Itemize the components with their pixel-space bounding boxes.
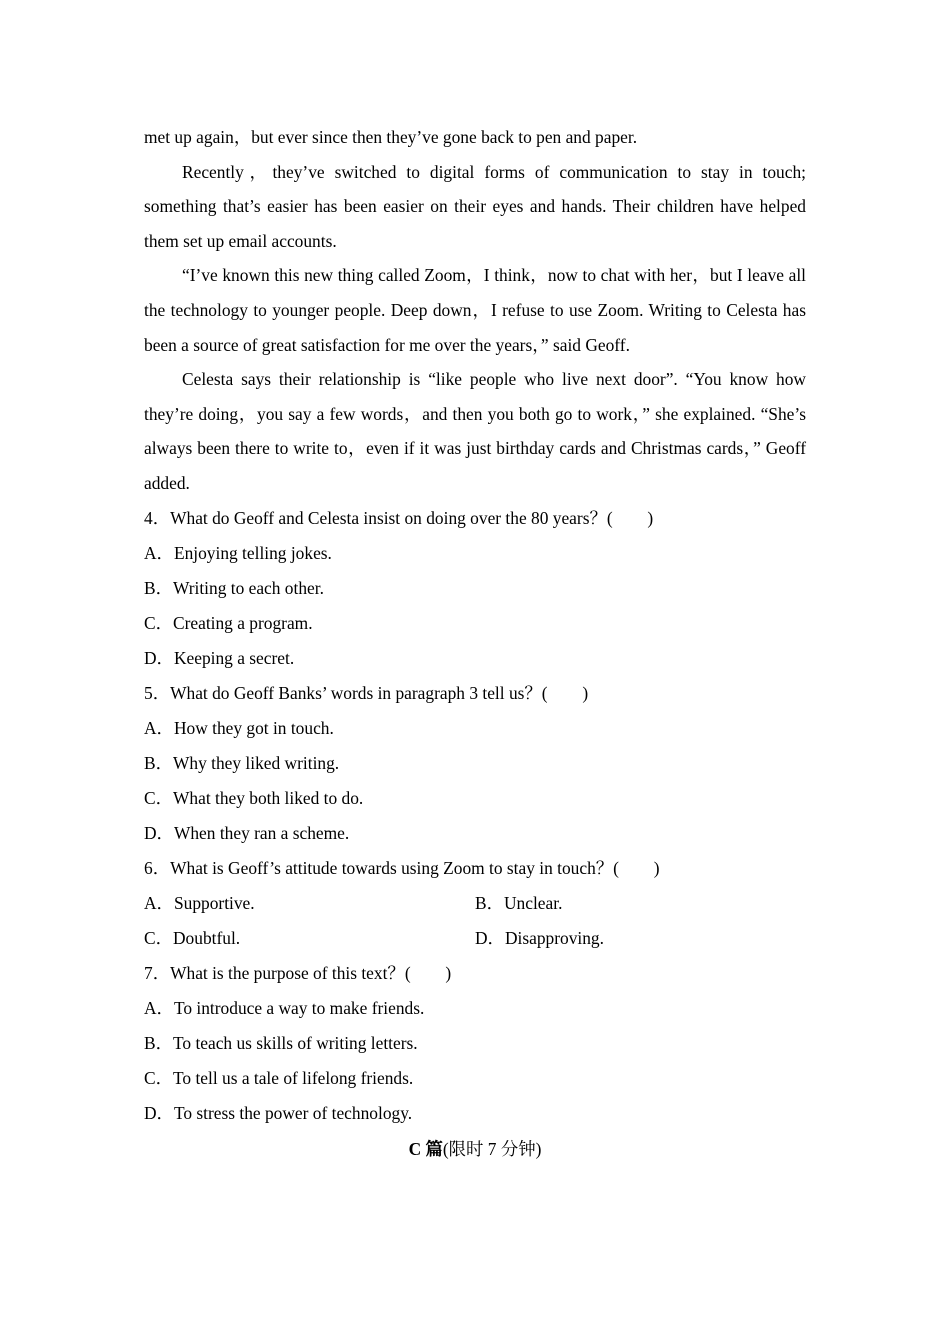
section-time-note: (限时 7 分钟) — [442, 1138, 542, 1159]
question-5-option-a[interactable]: A．How they got in touch. — [144, 717, 334, 738]
passage-paragraph-2 — [144, 155, 806, 259]
paragraph-text: Celesta says their relationship is “like people who live next door”. “You know how they’re doing，you say a few words，and then you both go to work，” she explained. “She’s always been there to write to，even if it was just birthday cards and Christmas cards，” Geoff added. — [144, 369, 806, 493]
question-6-options-row-2 — [144, 921, 806, 956]
passage-paragraph-4 — [144, 362, 806, 500]
question-7-option-d[interactable]: D．To stress the power of technology. — [144, 1102, 413, 1123]
section-label: C 篇 — [408, 1138, 443, 1159]
document-page — [144, 120, 806, 1167]
question-7-option-b[interactable]: B．To teach us skills of writing letters. — [144, 1032, 418, 1053]
question-4-option-c[interactable]: C．Creating a program. — [144, 612, 313, 633]
question-7-option-c[interactable]: C．To tell us a tale of lifelong friends. — [144, 1067, 414, 1088]
passage-paragraph-3 — [144, 258, 806, 362]
question-4-option-d[interactable]: D．Keeping a secret. — [144, 647, 295, 668]
question-5-option-c[interactable]: C．What they both liked to do. — [144, 787, 364, 808]
question-4-option-b[interactable]: B．Writing to each other. — [144, 577, 324, 598]
question-5-option-b[interactable]: B．Why they liked writing. — [144, 752, 340, 773]
question-6-option-c[interactable]: C．Doubtful. — [144, 927, 241, 948]
question-7-stem: 7．What is the purpose of this text？( ) — [144, 962, 452, 983]
question-5-option-d[interactable]: D．When they ran a scheme. — [144, 822, 350, 843]
question-6-option-b[interactable]: B．Unclear. — [475, 892, 563, 913]
question-6-option-a[interactable]: A．Supportive. — [144, 892, 255, 913]
paragraph-text: “I’ve known this new thing called Zoom，I think，now to chat with her，but I leave all the technology to younger people. Deep down，I refuse to use Zoom. Writing to Celesta has been a source of great satisfaction for me over the years，” said Geoff. — [144, 265, 806, 355]
question-4-option-a[interactable]: A．Enjoying telling jokes. — [144, 542, 332, 563]
passage-continuation-line: met up again，but ever since then they’ve gone back to pen and paper. — [144, 127, 638, 147]
question-6-options-row-1 — [144, 886, 806, 921]
section-c-heading — [144, 1131, 806, 1167]
paragraph-text: Recently，they’ve switched to digital forms of communication to stay in touch; something that’s easier has been easier on their eyes and hands. Their children have helped them set up email accounts. — [144, 161, 806, 251]
question-6-stem: 6．What is Geoff’s attitude towards using Zoom to stay in touch？( ) — [144, 857, 660, 878]
question-5-stem: 5．What do Geoff Banks’ words in paragraph 3 tell us？( ) — [144, 682, 589, 703]
question-7-option-a[interactable]: A．To introduce a way to make friends. — [144, 997, 425, 1018]
question-4-stem: 4．What do Geoff and Celesta insist on doing over the 80 years？( ) — [144, 507, 654, 528]
question-6-option-d[interactable]: D．Disapproving. — [475, 927, 604, 948]
